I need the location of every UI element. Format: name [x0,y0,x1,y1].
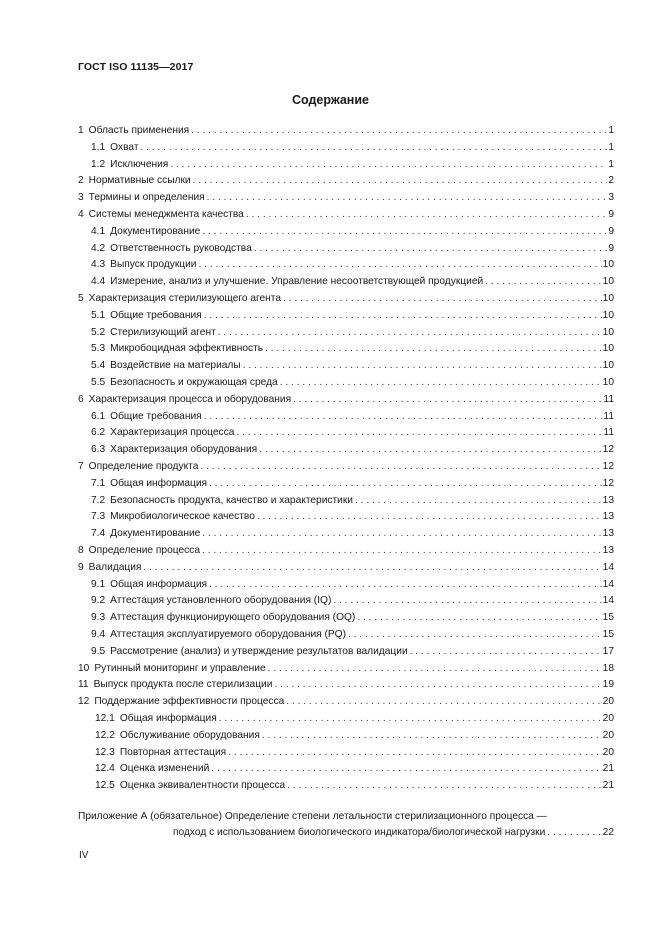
toc-entry [78,241,614,257]
toc-entry [78,140,614,156]
toc-entry-title: Валидация [88,561,142,573]
appendix-continuation: подход с использованием биологического индикатора/биологической нагрузки [173,827,546,838]
dot-leader [143,560,601,576]
toc-entry [78,728,614,744]
toc-entry-number: 9.3 [91,612,106,624]
dot-leader [547,825,600,841]
toc-entry-page: 1 [608,125,614,136]
toc-entry [78,442,614,458]
toc-entry-number: 9.1 [91,578,106,590]
toc-entry-title: Рассмотрение (анализ) и утверждение результатов валидации [110,645,408,657]
toc-entry [78,543,614,559]
dot-leader [228,745,601,761]
toc-entry [78,341,614,357]
dot-leader [280,375,602,391]
toc-entry [78,291,614,307]
dot-leader [202,526,601,542]
toc-entry-page: 14 [602,578,614,590]
toc-title: Содержание [291,93,369,107]
dot-leader [286,694,601,710]
toc-entry-number: 1.2 [91,158,106,170]
toc-entry [78,392,614,408]
toc-entry-number: 9 [78,561,84,573]
dot-leader [200,459,601,475]
dot-leader [268,661,602,677]
toc-entry-title: Охват [110,141,139,153]
toc-entry-page: 3 [608,192,614,204]
toc-entry-page: 14 [602,595,614,607]
toc-entry [78,157,614,173]
toc-entry-number: 3 [78,192,84,204]
toc-entry-page: 13 [602,545,614,556]
toc-entry-number: 4.4 [91,276,106,288]
toc-entry-number: 2 [78,175,84,187]
toc-entry [78,493,614,509]
toc-entry-number: 6.1 [91,410,106,422]
toc-entry-page: 11 [603,410,614,422]
toc-entry-number: 12 [78,696,90,708]
dot-leader [236,425,602,441]
dot-leader [243,358,602,374]
dot-leader [209,476,602,492]
toc-entry-number: 4.2 [91,242,106,254]
toc-entry-number: 4 [78,209,84,220]
toc-entry-title: Общие требования [110,410,202,422]
dot-leader [254,241,608,257]
toc-appendix [78,809,614,841]
toc-entry [78,409,614,425]
dot-leader [191,123,607,139]
toc-entry-number: 5.5 [91,377,106,388]
toc-entry-number: 12.4 [95,763,115,775]
toc-entry-title: Измерение, анализ и улучшение. Управление несоответствующей продукцией [110,276,484,288]
toc-entry [78,627,614,643]
toc-entry [78,745,614,761]
toc-entry-title: Характеризация оборудования [110,444,258,456]
toc-entry-title: Аттестация установленного оборудования (IQ) [110,595,332,607]
toc-entry-page: 1 [608,158,614,170]
toc-entry-number: 8 [78,545,84,556]
dot-leader [199,257,602,273]
toc-entry-page: 10 [602,276,614,288]
toc-entry [78,207,614,223]
toc-entry-number: 5 [78,293,84,304]
toc-entry-number: 12.3 [95,746,115,758]
toc-entry-number: 4.3 [91,259,106,271]
toc-entry-page: 17 [602,645,614,657]
toc-entry-title: Выпуск продукции [110,259,197,271]
toc-entry-number: 5.4 [91,360,106,372]
toc-entry-number: 7.4 [91,528,106,540]
toc-entry [78,308,614,324]
dot-leader [283,291,602,307]
toc-entry-title: Определение процесса [88,545,201,556]
dot-leader [348,627,602,643]
toc-entry-title: Общая информация [110,578,208,590]
toc-entry-title: Общая информация [110,477,208,489]
toc-entry [78,526,614,542]
toc-entry-page: 18 [602,662,614,674]
toc-entry-title: Аттестация функционирующего оборудования (OQ) [110,612,356,624]
toc-entry-number: 12.5 [95,780,115,792]
toc-entry-page: 20 [602,713,614,724]
toc-entry [78,325,614,341]
toc-entry-page: 10 [602,343,614,355]
dot-leader [262,728,602,744]
toc-entry-title: Исключения [110,158,169,170]
toc-entry-number: 5.2 [91,326,106,338]
dot-leader [202,543,602,559]
toc-entry-page: 13 [602,494,614,506]
dot-leader [355,493,602,509]
toc-entry-page: 2 [608,175,614,187]
dot-leader [219,711,602,727]
toc-entry-page: 10 [602,259,614,271]
toc-entry-page: 9 [608,209,614,220]
toc-entry-title: Область применения [88,125,190,136]
dot-leader [274,677,601,693]
toc-entry-title: Характеризация процесса [110,427,235,439]
toc-entry-page: 15 [602,612,614,624]
toc-entry-number: 1.1 [91,141,106,153]
toc-entry-title: Общая информация [119,713,217,724]
dot-leader [202,224,607,240]
toc-entry-number: 12.1 [95,713,115,724]
toc-entry [78,778,614,794]
dot-leader [204,308,602,324]
toc-entry-page: 21 [602,780,614,792]
toc-entry [78,190,614,206]
toc-entry-title: Аттестация эксплуатируемого оборудования (PQ) [110,629,346,640]
dot-leader [287,778,601,794]
toc-entry-page: 12 [602,444,614,456]
toc-entry-title: Общие требования [110,309,202,321]
toc-entry [78,476,614,492]
page-number: IV [79,850,89,861]
toc-entry [78,257,614,273]
toc-entry [78,593,614,609]
toc-entry [78,661,614,677]
toc-entry-title: Определение продукта [88,461,199,472]
toc-entry-number: 10 [78,662,90,674]
toc-entry-title: Термины и определения [88,192,205,204]
dot-leader [193,173,608,189]
toc-entry-number: 5.3 [91,343,106,355]
dot-leader [257,509,602,525]
dot-leader [218,325,602,341]
toc-entry [78,173,614,189]
toc-entry [78,274,614,290]
toc-entry-number: 6.3 [91,444,106,456]
toc-entry-number: 9.4 [91,629,106,640]
toc-entry-title: Обслуживание оборудования [119,729,260,741]
toc-entry [78,761,614,777]
appendix-page: 22 [602,827,614,838]
toc-entry-title: Оценка изменений [119,763,210,775]
dot-leader [259,442,601,458]
dot-leader [357,610,601,626]
toc-entry-title: Рутинный мониторинг и управление [94,662,266,674]
dot-leader [211,761,601,777]
dot-leader [265,341,602,357]
toc-entry-title: Безопасность и окружающая среда [110,377,278,388]
dot-leader [209,577,602,593]
toc-entry-page: 20 [602,696,614,708]
toc-entry [78,224,614,240]
toc-entry-number: 7 [78,461,84,472]
toc-entry-page: 13 [602,511,614,523]
toc-entry-number: 7.1 [91,477,106,489]
toc-entry-page: 1 [608,141,614,153]
toc-entry-title: Безопасность продукта, качество и характеристики [110,494,353,506]
toc-entry-title: Поддержание эффективности процесса [94,696,285,708]
toc-entry-title: Оценка эквивалентности процесса [119,780,286,792]
toc-entry [78,358,614,374]
toc-entry-number: 9.2 [91,595,106,607]
toc-entry-number: 6.2 [91,427,106,439]
toc-entry-number: 7.2 [91,494,106,506]
toc-entry-page: 12 [602,477,614,489]
toc-entry-page: 10 [602,377,614,388]
toc-entry-number: 1 [78,125,84,136]
appendix-label: Приложение А (обязательное) Определение степени летальности стерилизационного процесса — [78,811,547,822]
toc-entry [78,677,614,693]
dot-leader [333,593,601,609]
toc-entry-page: 19 [602,679,614,691]
toc-entry-page: 9 [608,242,614,254]
dot-leader [170,157,607,173]
toc-entry-page: 15 [602,629,614,640]
toc-entry-title: Повторная аттестация [119,746,227,758]
toc-entry-title: Характеризация стерилизующего агента [88,293,281,304]
toc-entry [78,644,614,660]
toc-entry-title: Микробиологическое качество [110,511,255,523]
toc-entry-title: Документирование [110,528,201,540]
toc-entry-number: 9.5 [91,645,106,657]
toc-entry [78,577,614,593]
toc-entry-title: Стерилизующий агент [110,326,216,338]
toc-entry-title: Выпуск продукта после стерилизации [93,679,273,691]
dot-leader [140,140,607,156]
toc-entry-title: Микробоцидная эффективность [110,343,264,355]
toc-entry-title: Системы менеджмента качества [88,209,244,220]
toc-entry [78,123,614,139]
toc-entry-number: 6 [78,393,84,405]
toc-entry [78,459,614,475]
toc-entry-page: 10 [602,360,614,372]
dot-leader [204,409,603,425]
toc-entry [78,425,614,441]
toc-entry [78,560,614,576]
toc-entry [78,509,614,525]
toc-entry-page: 11 [603,427,614,439]
toc-entry-title: Ответственность руководства [110,242,252,254]
toc-entry-number: 12.2 [95,729,115,741]
dot-leader [293,392,602,408]
toc-entry-page: 12 [602,461,614,472]
document-header: ГОСТ ISO 11135—2017 [78,61,194,73]
toc-entry-page: 10 [602,293,614,304]
toc-entry [78,694,614,710]
toc-entry-title: Характеризация процесса и оборудования [88,393,292,405]
toc-entry-number: 11 [78,679,89,691]
dot-leader [485,274,601,290]
toc-entry-page: 10 [602,326,614,338]
toc-entry-page: 20 [602,729,614,741]
toc-entry-page: 13 [602,528,614,540]
toc-entry [78,375,614,391]
dot-leader [207,190,608,206]
dot-leader [246,207,607,223]
toc-entry-title: Нормативные ссылки [88,175,191,187]
toc-entry-page: 11 [603,393,614,405]
toc-entry-page: 10 [602,309,614,321]
toc-entry-page: 21 [602,763,614,775]
toc-entry [78,610,614,626]
toc-entry-number: 5.1 [91,309,106,321]
dot-leader [410,644,602,660]
toc-entry-number: 7.3 [91,511,106,523]
toc-entry-title: Воздействие на материалы [110,360,241,372]
toc-entry-page: 14 [602,561,614,573]
toc-entry [78,711,614,727]
toc-entry-title: Документирование [110,225,201,237]
toc-entry-page: 20 [602,746,614,758]
toc-entry-page: 9 [608,225,614,237]
toc-entry-number: 4.1 [91,225,106,237]
